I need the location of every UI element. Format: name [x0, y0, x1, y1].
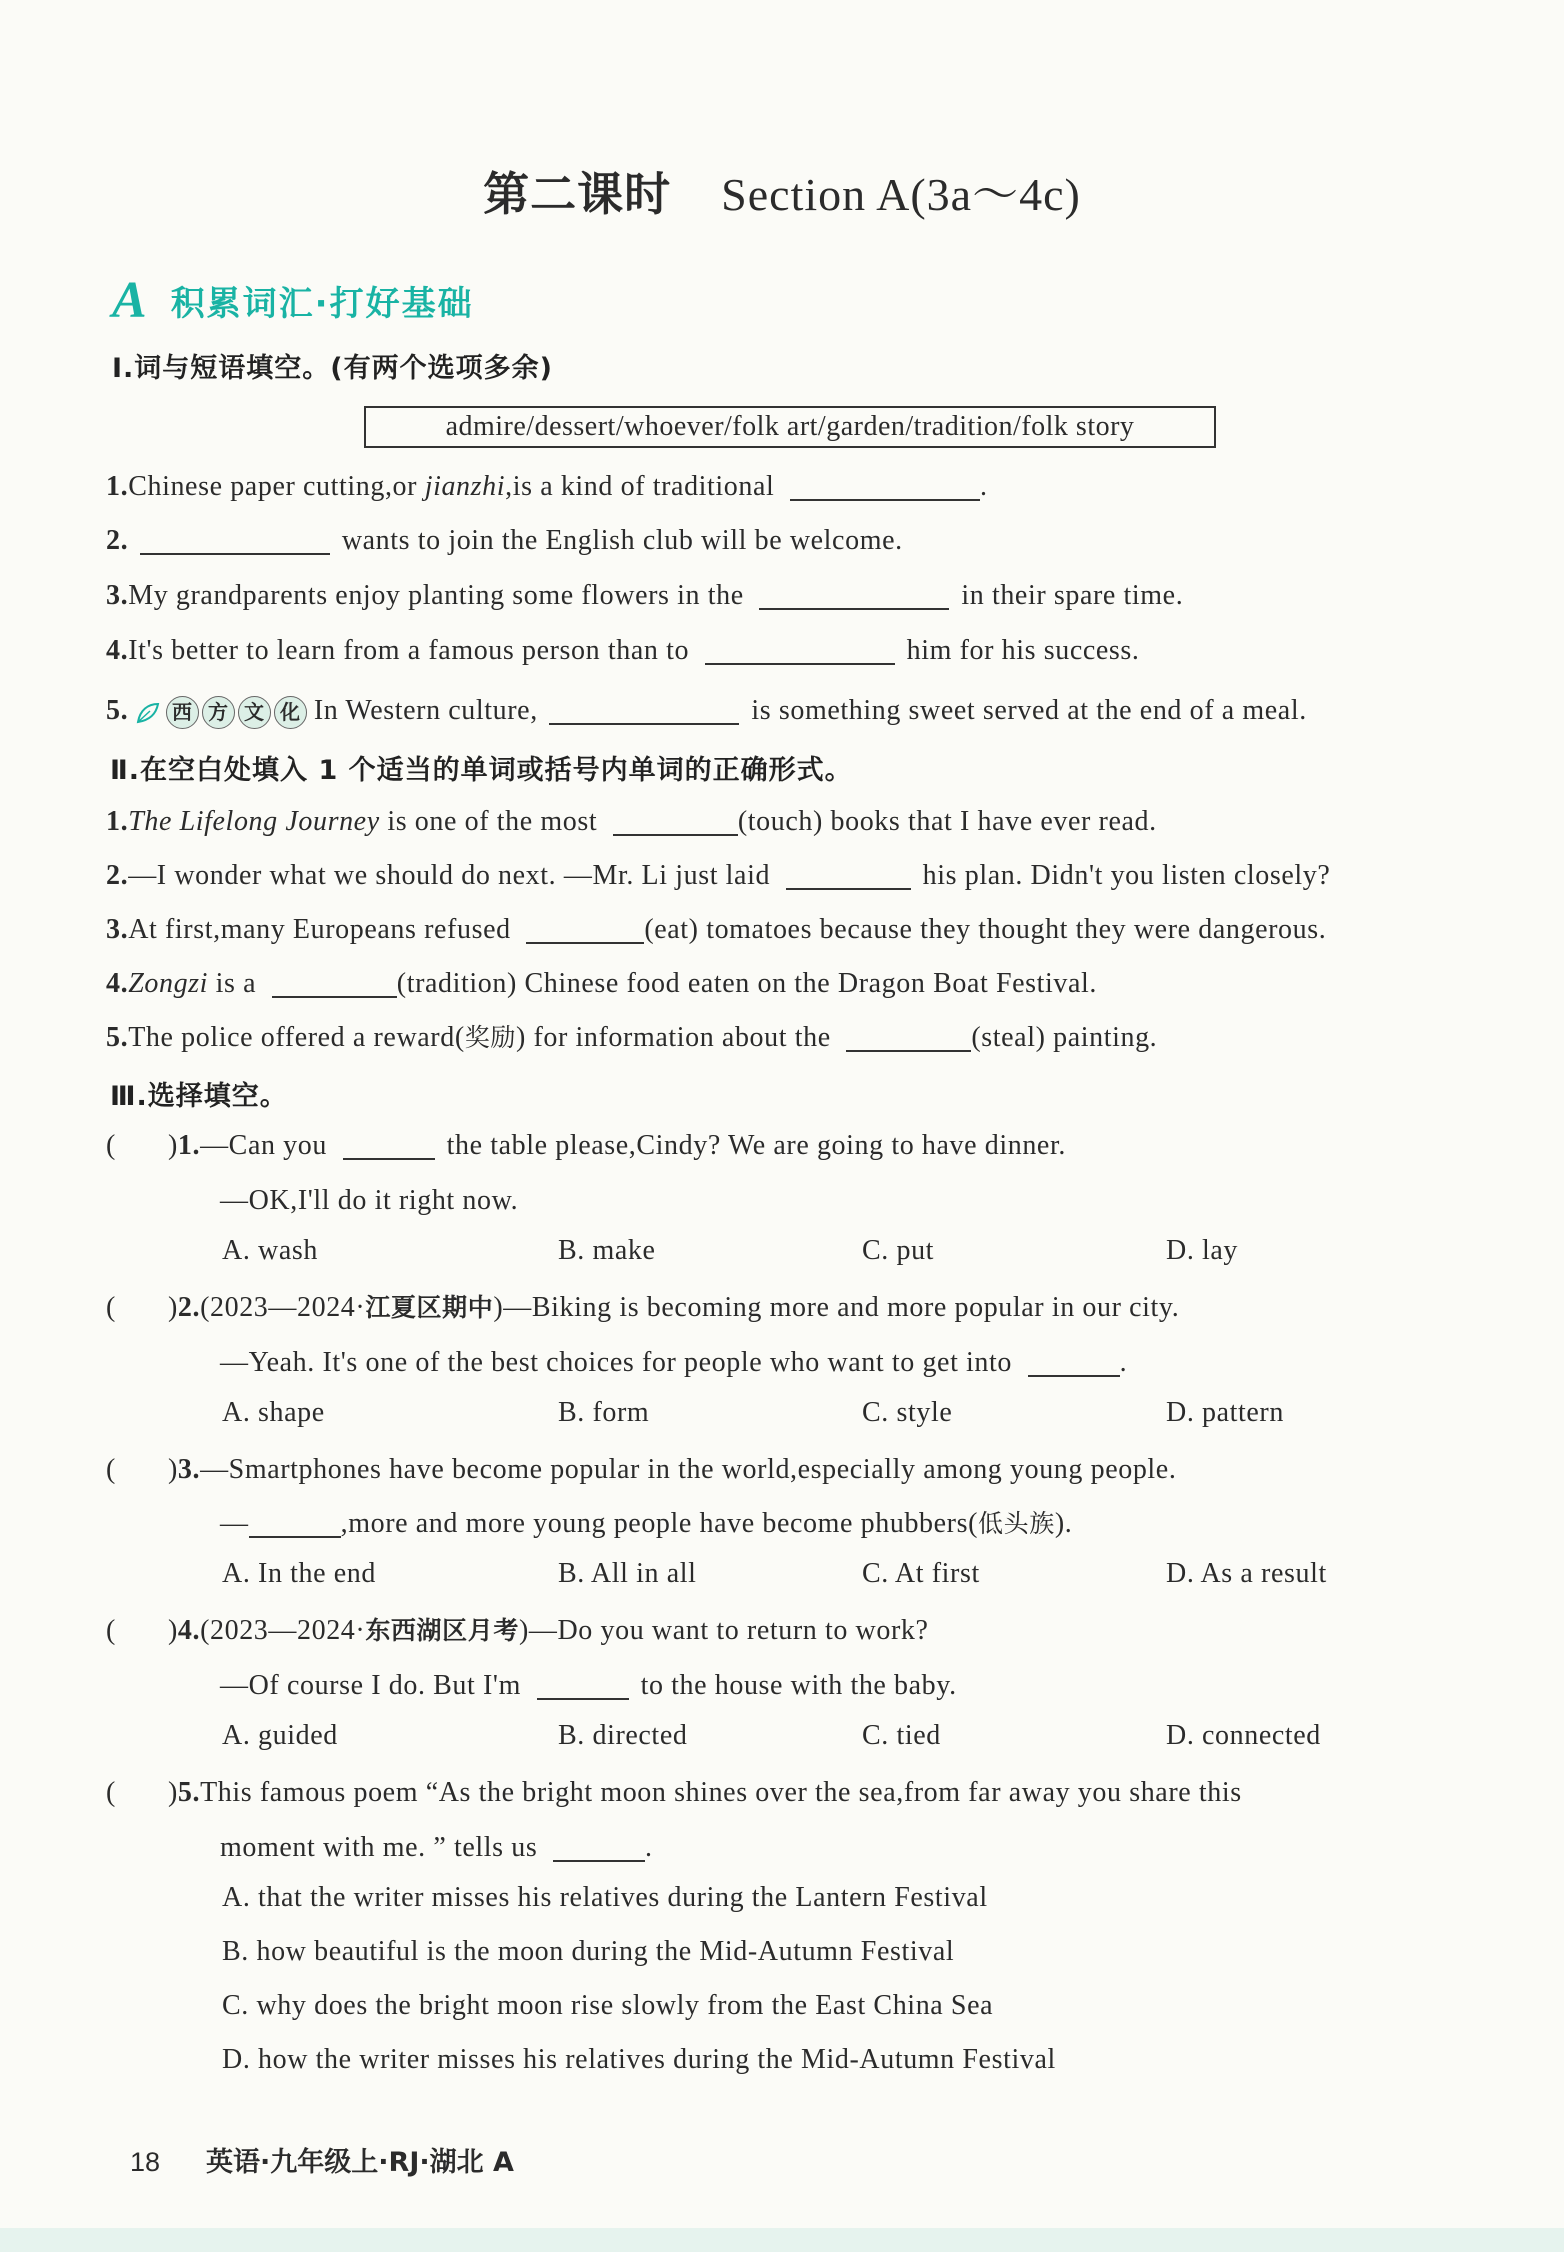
- footer-text: 英语·九年级上·RJ·湖北 A: [206, 2147, 514, 2178]
- option-a[interactable]: A. wash: [222, 1235, 318, 1266]
- page-title: [0, 158, 1564, 224]
- answer-blank[interactable]: [1028, 1345, 1120, 1377]
- part1-question-1: 1.Chinese paper cutting,or jianzhi,is a kind of traditional .: [106, 471, 988, 502]
- part3-question-3: ( )3.—Smartphones have become popular in the world,especially among young people.: [106, 1454, 1177, 1485]
- option-d[interactable]: D. pattern: [1166, 1397, 1284, 1428]
- part3-question-2: ( )2.(2023—2024·江夏区期中)—Biking is becoming more and more popular in our city.: [106, 1292, 1180, 1323]
- answer-blank[interactable]: [526, 912, 644, 944]
- answer-blank[interactable]: [846, 1020, 971, 1052]
- western-culture-badge: 西 方 文 化: [136, 696, 310, 729]
- bottom-band: [0, 2228, 1564, 2252]
- part1-question-4: 4.It's better to learn from a famous person than to him for his success.: [106, 635, 1140, 666]
- part3-heading: Ⅲ.选择填空。: [110, 1081, 288, 1112]
- answer-blank[interactable]: [786, 858, 911, 890]
- answer-blank[interactable]: [553, 1830, 645, 1862]
- part1-question-2: 2. wants to join the English club will be welcome.: [106, 525, 903, 556]
- answer-blank[interactable]: [537, 1668, 629, 1700]
- option-c[interactable]: C. At first: [862, 1558, 980, 1589]
- leaf-icon: [136, 702, 160, 724]
- option-b[interactable]: B. directed: [558, 1720, 688, 1751]
- page-number: 18: [130, 2147, 161, 2177]
- part3-q1-reply: —OK,I'll do it right now.: [220, 1185, 519, 1216]
- word-box: admire/dessert/whoever/folk art/garden/tradition/folk story: [364, 406, 1216, 448]
- section-letter: A: [112, 271, 147, 329]
- option-c[interactable]: C. tied: [862, 1720, 941, 1751]
- option-b[interactable]: B. All in all: [558, 1558, 697, 1589]
- option-b[interactable]: B. make: [558, 1235, 656, 1266]
- option-b[interactable]: B. how beautiful is the moon during the Mid-Autumn Festival: [222, 1936, 955, 1967]
- answer-paren[interactable]: ( ): [106, 1454, 178, 1485]
- lesson-title-cn: 第二课时: [483, 167, 672, 221]
- section-a-header: [112, 272, 474, 328]
- answer-paren[interactable]: ( ): [106, 1777, 178, 1808]
- part1-question-3: 3.My grandparents enjoy planting some flowers in the in their spare time.: [106, 580, 1184, 611]
- answer-blank[interactable]: [140, 523, 330, 555]
- answer-blank[interactable]: [549, 693, 739, 725]
- option-b[interactable]: B. form: [558, 1397, 650, 1428]
- part1-question-5: 5. 西 方 文 化 In Western culture, is something sweet served at the end of a meal.: [106, 691, 1307, 731]
- answer-paren[interactable]: ( ): [106, 1130, 178, 1161]
- part3-question-4: ( )4.(2023—2024·东西湖区月考)—Do you want to return to work?: [106, 1615, 929, 1646]
- part2-heading: Ⅱ.在空白处填入 1 个适当的单词或括号内单词的正确形式。: [110, 755, 853, 786]
- option-c[interactable]: C. why does the bright moon rise slowly from the East China Sea: [222, 1990, 994, 2021]
- part3-q2-reply: —Yeah. It's one of the best choices for people who want to get into .: [220, 1347, 1128, 1378]
- answer-paren[interactable]: ( ): [106, 1615, 178, 1646]
- part3-q3-reply: — ,more and more young people have become phubbers(低头族).: [220, 1508, 1073, 1539]
- option-c[interactable]: C. style: [862, 1397, 953, 1428]
- option-a[interactable]: A. that the writer misses his relatives during the Lantern Festival: [222, 1882, 988, 1913]
- answer-blank[interactable]: [343, 1128, 435, 1160]
- answer-blank[interactable]: [249, 1506, 341, 1538]
- option-a[interactable]: A. In the end: [222, 1558, 376, 1589]
- option-d[interactable]: D. lay: [1166, 1235, 1239, 1266]
- answer-blank[interactable]: [759, 578, 949, 610]
- part3-question-5: ( )5.This famous poem “As the bright moon shines over the sea,from far away you share this: [106, 1777, 1242, 1808]
- answer-blank[interactable]: [705, 633, 895, 665]
- answer-blank[interactable]: [613, 804, 738, 836]
- option-d[interactable]: D. how the writer misses his relatives during the Mid-Autumn Festival: [222, 2044, 1056, 2075]
- option-c[interactable]: C. put: [862, 1235, 935, 1266]
- option-d[interactable]: D. As a result: [1166, 1558, 1327, 1589]
- section-label: 积累词汇·打好基础: [170, 283, 474, 324]
- part3-question-1: ( )1.—Can you the table please,Cindy? We are going to have dinner.: [106, 1130, 1066, 1161]
- part1-heading: Ⅰ.词与短语填空。(有两个选项多余): [112, 353, 553, 384]
- part3-q5-line2: moment with me. ” tells us .: [220, 1832, 653, 1863]
- part3-q4-reply: —Of course I do. But I'm to the house with the baby.: [220, 1670, 957, 1701]
- lesson-title-en: Section A(3a～4c): [721, 169, 1081, 220]
- answer-blank[interactable]: [272, 966, 397, 998]
- answer-blank[interactable]: [790, 469, 980, 501]
- part2-question-5: 5.The police offered a reward(奖励) for information about the (steal) painting.: [106, 1022, 1158, 1053]
- option-a[interactable]: A. guided: [222, 1720, 338, 1751]
- part2-question-4: 4.Zongzi is a (tradition) Chinese food eaten on the Dragon Boat Festival.: [106, 968, 1098, 999]
- option-a[interactable]: A. shape: [222, 1397, 325, 1428]
- part2-question-1: 1.The Lifelong Journey is one of the most (touch) books that I have ever read.: [106, 806, 1157, 837]
- part2-question-3: 3.At first,many Europeans refused (eat) tomatoes because they thought they were dangerous.: [106, 914, 1327, 945]
- answer-paren[interactable]: ( ): [106, 1292, 178, 1323]
- page-footer: [130, 2140, 514, 2179]
- part2-question-2: 2.—I wonder what we should do next. —Mr. Li just laid his plan. Didn't you listen closely?: [106, 860, 1331, 891]
- option-d[interactable]: D. connected: [1166, 1720, 1321, 1751]
